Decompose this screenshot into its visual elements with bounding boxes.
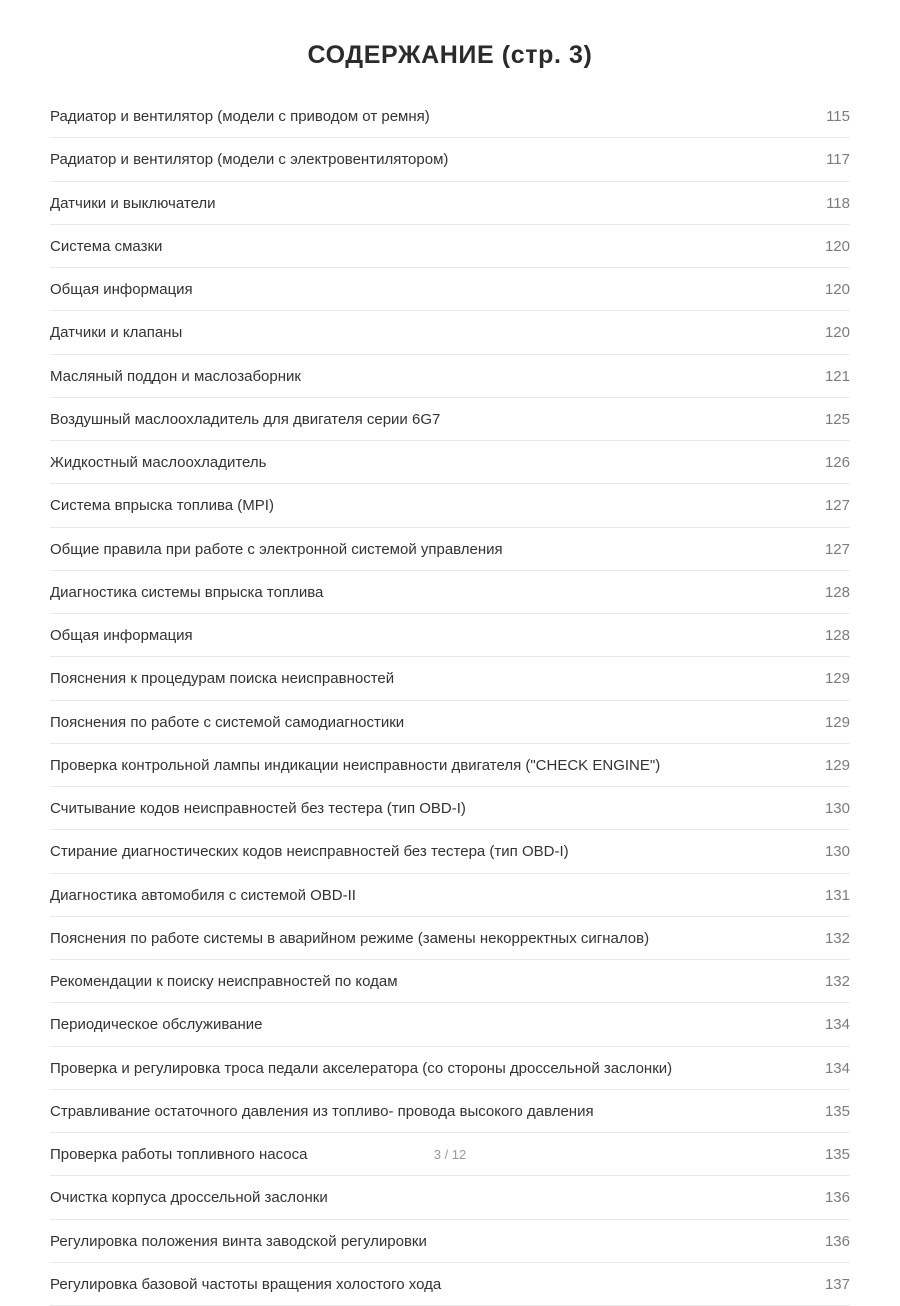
toc-entry-page-number: 117 [826, 151, 850, 169]
toc-entry[interactable] [50, 1047, 850, 1090]
toc-entry[interactable] [50, 182, 850, 225]
toc-entry-page-number: 120 [824, 324, 850, 342]
toc-entry-title: Радиатор и вентилятор (модели с электровентилятором) [50, 151, 449, 169]
toc-entry-title: Регулировка положения винта заводской регулировки [50, 1232, 427, 1250]
toc-entry-title: Датчики и выключатели [50, 194, 216, 212]
toc-entry-page-number: 132 [824, 973, 850, 990]
toc-entry[interactable] [50, 355, 850, 398]
toc-entry-page-number: 128 [824, 583, 850, 601]
toc-entry-page-number: 132 [824, 929, 850, 947]
toc-entry-title: Проверка и регулировка троса педали акселератора (со стороны дроссельной заслонки) [50, 1059, 673, 1077]
toc-entry[interactable] [50, 787, 850, 830]
toc-entry-page-number: 135 [824, 1102, 850, 1120]
toc-entry-page-number: 134 [824, 1059, 850, 1077]
toc-entry-title: Стирание диагностических кодов неисправностей без тестера (тип OBD-I) [50, 843, 569, 861]
page-title: СОДЕРЖАНИЕ (стр. 3) [307, 41, 593, 69]
toc-entry-page-number: 120 [824, 237, 850, 255]
toc-entry-page-number: 127 [824, 497, 850, 515]
toc-entry[interactable] [50, 1090, 850, 1133]
toc-entry[interactable] [50, 95, 850, 138]
toc-entry-title: Диагностика автомобиля с системой OBD-II [50, 886, 356, 904]
toc-entry-title: Рекомендации к поиску неисправностей по кодам [50, 973, 398, 990]
toc-entry-page-number: 136 [824, 1189, 850, 1207]
toc-entry-page-number: 128 [824, 627, 850, 644]
toc-entry-title: Воздушный маслоохладитель для двигателя серии 6G7 [50, 410, 441, 428]
toc-entry[interactable] [50, 917, 850, 960]
toc-entry-title: Жидкостный маслоохладитель [50, 454, 267, 471]
toc-entry[interactable] [50, 1220, 850, 1263]
toc-entry-title: Общая информация [50, 281, 193, 298]
toc-entry-page-number: 126 [824, 454, 850, 471]
toc-entry-page-number: 115 [826, 108, 850, 125]
table-of-contents [50, 95, 850, 1306]
toc-entry-page-number: 135 [824, 1146, 850, 1163]
toc-entry[interactable] [50, 830, 850, 873]
toc-entry[interactable] [50, 657, 850, 700]
toc-entry-title: Общие правила при работе с электронной системой управления [50, 540, 503, 558]
toc-entry[interactable] [50, 571, 850, 614]
toc-entry-page-number: 118 [826, 194, 850, 212]
toc-entry-title: Регулировка базовой частоты вращения холостого хода [50, 1275, 442, 1293]
toc-entry[interactable] [50, 614, 850, 657]
toc-entry[interactable] [50, 225, 850, 268]
toc-entry-title: Пояснения по работе системы в аварийном режиме (замены некорректных сигналов) [50, 929, 650, 947]
toc-entry-title: Проверка работы топливного насоса [50, 1146, 308, 1163]
toc-entry-title: Система впрыска топлива (MPI) [50, 497, 274, 515]
toc-entry[interactable] [50, 874, 850, 917]
toc-entry[interactable] [50, 701, 850, 744]
toc-entry-title: Очистка корпуса дроссельной заслонки [50, 1189, 328, 1207]
toc-entry-title: Проверка контрольной лампы индикации неисправности двигателя ("CHECK ENGINE") [50, 756, 661, 774]
page-footer: 3 / 12 [433, 1147, 467, 1162]
toc-entry-page-number: 130 [824, 843, 850, 861]
toc-entry-title: Масляный поддон и маслозаборник [50, 367, 301, 385]
toc-entry[interactable] [50, 960, 850, 1003]
toc-entry-title: Система смазки [50, 237, 163, 255]
toc-entry[interactable] [50, 528, 850, 571]
toc-entry-title: Диагностика системы впрыска топлива [50, 583, 324, 601]
toc-entry-page-number: 129 [824, 756, 850, 774]
toc-entry[interactable] [50, 484, 850, 527]
toc-entry[interactable] [50, 1003, 850, 1046]
toc-entry[interactable] [50, 311, 850, 354]
toc-entry-page-number: 129 [824, 670, 850, 688]
toc-entry[interactable] [50, 1176, 850, 1219]
toc-entry-title: Пояснения к процедурам поиска неисправностей [50, 670, 395, 688]
toc-entry-title: Датчики и клапаны [50, 324, 183, 342]
toc-entry-title: Считывание кодов неисправностей без тестера (тип OBD-I) [50, 800, 466, 817]
toc-entry-page-number: 125 [824, 410, 850, 428]
toc-entry-page-number: 137 [824, 1275, 850, 1293]
toc-entry[interactable] [50, 744, 850, 787]
toc-entry-title: Периодическое обслуживание [50, 1016, 263, 1034]
toc-entry-title: Пояснения по работе с системой самодиагностики [50, 713, 405, 731]
toc-entry-page-number: 134 [824, 1016, 850, 1034]
toc-entry[interactable] [50, 268, 850, 311]
toc-entry-title: Стравливание остаточного давления из топливо- провода высокого давления [50, 1102, 594, 1120]
toc-entry-title: Радиатор и вентилятор (модели с приводом от ремня) [50, 108, 430, 125]
toc-entry-page-number: 121 [824, 367, 850, 385]
toc-entry-page-number: 127 [824, 540, 850, 558]
toc-entry[interactable] [50, 1263, 850, 1306]
toc-entry-page-number: 131 [824, 886, 850, 904]
toc-entry-title: Общая информация [50, 627, 193, 644]
toc-entry[interactable] [50, 441, 850, 484]
toc-entry-page-number: 120 [824, 281, 850, 298]
toc-entry-page-number: 129 [824, 713, 850, 731]
toc-entry-page-number: 130 [824, 800, 850, 817]
toc-entry[interactable] [50, 398, 850, 441]
toc-entry-page-number: 136 [824, 1232, 850, 1250]
toc-entry[interactable] [50, 138, 850, 181]
